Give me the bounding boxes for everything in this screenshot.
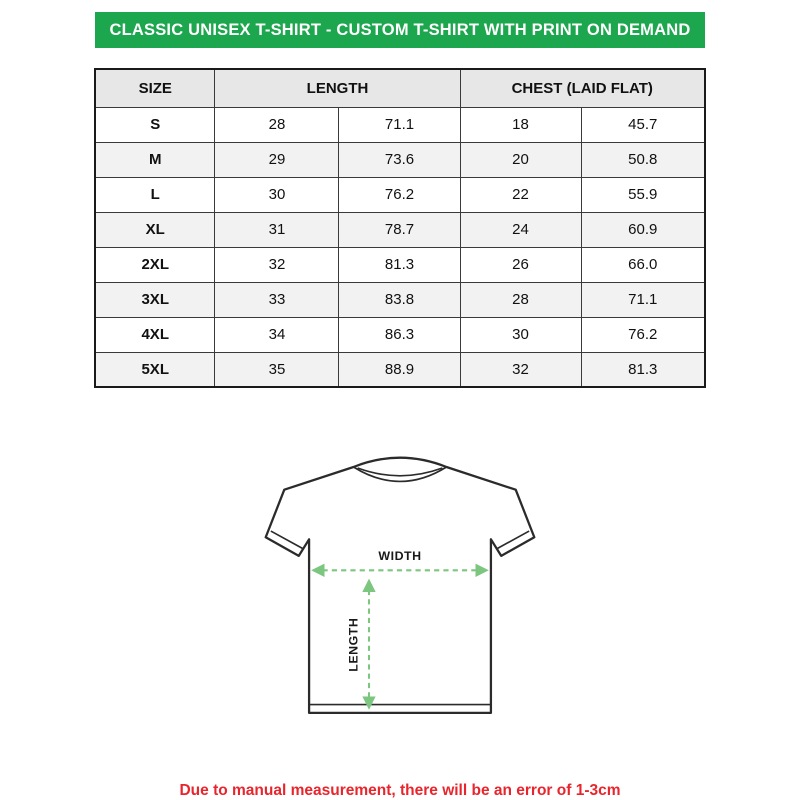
table-row	[95, 352, 705, 387]
cell-size: S	[95, 107, 215, 142]
cell-length-cm: 76.2	[339, 177, 460, 212]
cell-length-cm: 83.8	[339, 282, 460, 317]
cell-length-in: 33	[215, 282, 339, 317]
cell-chest-cm: 45.7	[581, 107, 705, 142]
cell-chest-in: 20	[460, 142, 581, 177]
measurement-disclaimer: Due to manual measurement, there will be an error of 1-3cm	[179, 782, 621, 799]
cell-length-cm: 78.7	[339, 212, 460, 247]
cell-length-cm: 88.9	[339, 352, 460, 387]
table-row	[95, 107, 705, 142]
header-length: LENGTH	[215, 69, 460, 107]
page-title: CLASSIC UNISEX T-SHIRT - CUSTOM T-SHIRT WITH PRINT ON DEMAND	[109, 20, 691, 39]
cell-length-in: 35	[215, 352, 339, 387]
size-table-header	[95, 69, 705, 107]
cell-length-cm: 81.3	[339, 247, 460, 282]
cell-chest-in: 24	[460, 212, 581, 247]
cell-length-in: 32	[215, 247, 339, 282]
header-row	[95, 69, 705, 107]
length-label: LENGTH	[346, 617, 361, 672]
table-row	[95, 282, 705, 317]
cell-length-in: 30	[215, 177, 339, 212]
title-banner	[95, 12, 705, 48]
cell-size: 5XL	[95, 352, 215, 387]
cell-chest-cm: 71.1	[581, 282, 705, 317]
size-table-body	[95, 107, 705, 387]
cell-chest-in: 32	[460, 352, 581, 387]
cell-chest-cm: 50.8	[581, 142, 705, 177]
cell-chest-in: 22	[460, 177, 581, 212]
cell-size: XL	[95, 212, 215, 247]
cell-size: M	[95, 142, 215, 177]
cell-chest-cm: 66.0	[581, 247, 705, 282]
cell-length-in: 29	[215, 142, 339, 177]
header-chest: CHEST (LAID FLAT)	[460, 69, 705, 107]
table-row	[95, 317, 705, 352]
table-row	[95, 247, 705, 282]
width-label: WIDTH	[378, 548, 422, 563]
header-size: SIZE	[95, 69, 215, 107]
cell-chest-cm: 76.2	[581, 317, 705, 352]
cell-chest-cm: 55.9	[581, 177, 705, 212]
cell-length-cm: 73.6	[339, 142, 460, 177]
cell-chest-cm: 81.3	[581, 352, 705, 387]
cell-chest-in: 28	[460, 282, 581, 317]
cell-size: L	[95, 177, 215, 212]
table-row	[95, 212, 705, 247]
cell-size: 2XL	[95, 247, 215, 282]
tshirt-measurement-diagram	[245, 436, 555, 748]
cell-length-in: 31	[215, 212, 339, 247]
table-row	[95, 142, 705, 177]
cell-chest-in: 30	[460, 317, 581, 352]
cell-chest-in: 26	[460, 247, 581, 282]
cell-chest-cm: 60.9	[581, 212, 705, 247]
table-row	[95, 177, 705, 212]
cell-length-cm: 71.1	[339, 107, 460, 142]
cell-length-cm: 86.3	[339, 317, 460, 352]
cell-size: 4XL	[95, 317, 215, 352]
cell-size: 3XL	[95, 282, 215, 317]
cell-length-in: 34	[215, 317, 339, 352]
cell-chest-in: 18	[460, 107, 581, 142]
size-table	[94, 68, 706, 388]
tshirt-diagram-svg	[245, 436, 555, 748]
cell-length-in: 28	[215, 107, 339, 142]
tshirt-outline	[266, 458, 535, 713]
